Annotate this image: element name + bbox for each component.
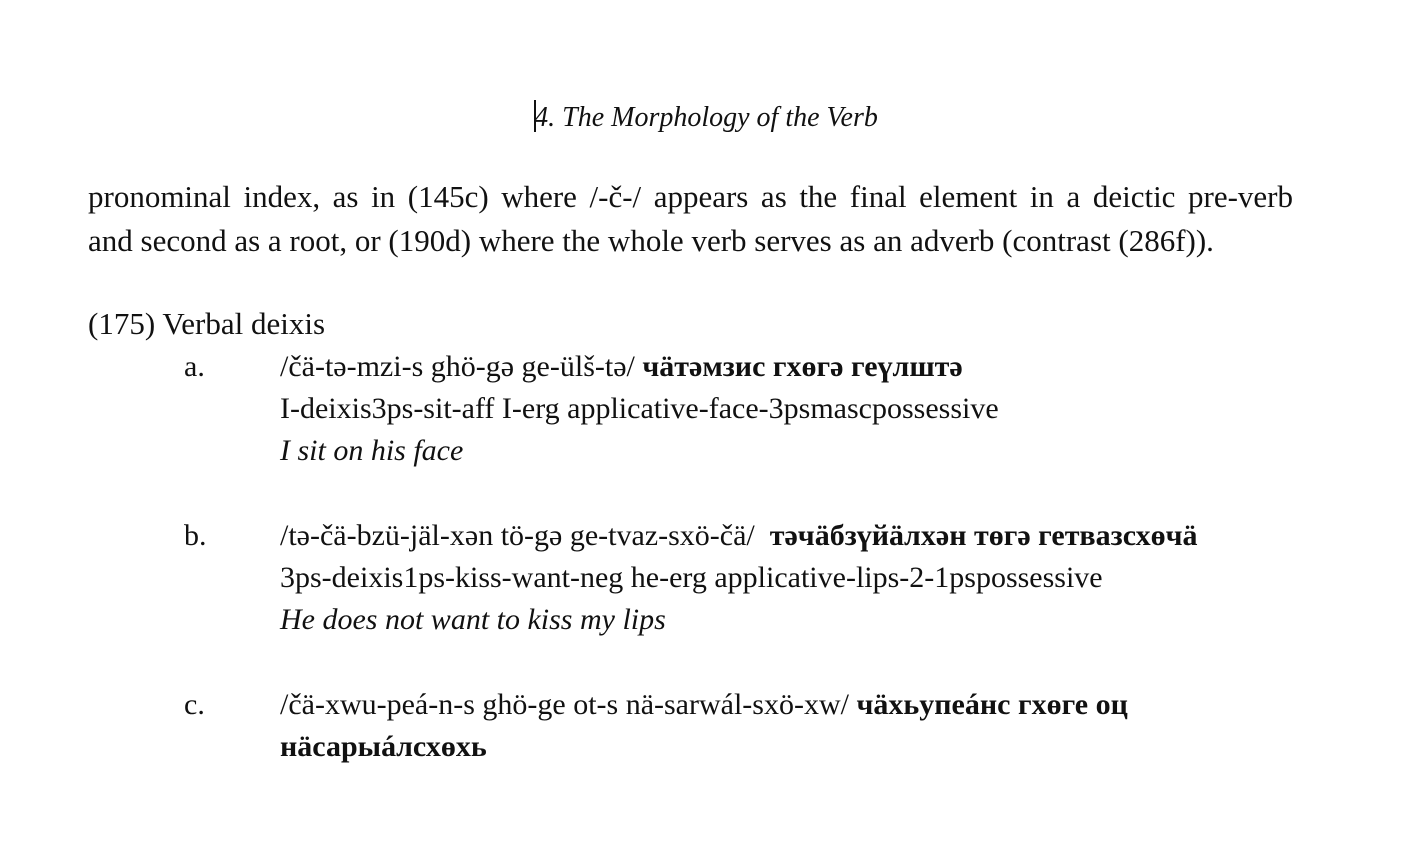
example-heading: (175) Verbal deixis: [88, 306, 326, 341]
example-transcription: /čä-tə-mzi-s ghö-gə ge-ülš-tə/: [280, 350, 635, 383]
example-translation: He does not want to kiss my lips: [280, 603, 666, 636]
example-cyrillic: тəчäбзүйäлхəн төгə гетвазсхөчä: [769, 519, 1198, 552]
paragraph-line: and second as a root, or (190d) where the whole verb serves as an adverb (contrast (286f)).: [88, 223, 1214, 258]
running-title: 4. The Morphology of the Verb: [534, 102, 878, 133]
example-transcription-line: [280, 515, 1300, 557]
example-letter: a.: [184, 350, 205, 383]
example-lines: [280, 515, 1300, 641]
example-letter: b.: [184, 519, 207, 552]
example-cyrillic: чäхьупеáнс гхөге оц: [856, 688, 1128, 721]
example-translation: I sit on his face: [280, 434, 464, 467]
example-gloss: I-deixis3ps-sit-aff I-erg applicative-face-3psmascpossessive: [280, 392, 999, 425]
example-transcription-line: [280, 684, 1300, 726]
example-transcription-line: [280, 346, 1300, 388]
example-transcription: /tə-čä-bzü-jäl-xən tö-gə ge-tvaz-sxö-čä/: [280, 519, 755, 552]
example-transcription: /čä-xwu-peá-n-s ghö-ge ot-s nä-sarwál-sxö-xw/: [280, 688, 849, 721]
example-lines: [280, 346, 1300, 472]
running-header: [0, 98, 1412, 138]
body-paragraph: [88, 175, 1293, 263]
paragraph-line: pronominal index, as in (145c) where /-č-/ appears as the final element in a deictic pre-verb: [88, 179, 1293, 214]
example-lines: [280, 684, 1300, 768]
example-cyrillic-continued: нäсарыáлсхөхь: [280, 730, 487, 763]
example-gloss: 3ps-deixis1ps-kiss-want-neg he-erg applicative-lips-2-1pspossessive: [280, 561, 1103, 594]
example-letter: c.: [184, 688, 205, 721]
example-cyrillic: чäтəмзис гхөгə геүлштə: [642, 350, 963, 383]
